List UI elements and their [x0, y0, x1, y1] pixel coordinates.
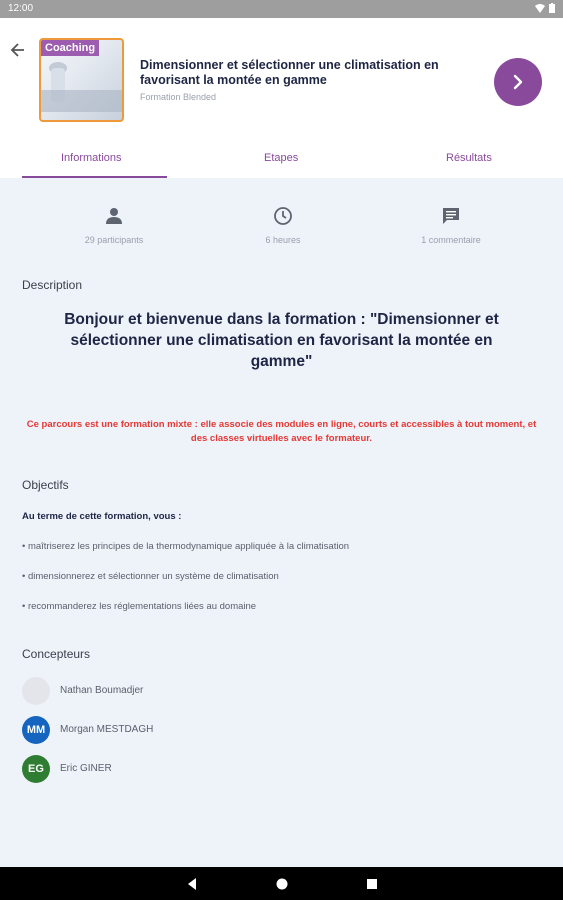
course-stats [0, 206, 563, 251]
next-button[interactable] [494, 58, 542, 106]
designer-item[interactable] [22, 677, 322, 705]
objective-item: • recommanderez les réglementations liées au domaine [22, 601, 257, 612]
system-nav-bar [0, 867, 563, 900]
active-tab-indicator [22, 176, 167, 178]
duration-value: 6 heures [265, 235, 301, 245]
thumbnail-sofa [41, 90, 122, 112]
nav-recents-icon[interactable] [365, 877, 379, 891]
course-subtitle: Formation Blended [140, 92, 217, 102]
status-time: 12:00 [8, 3, 34, 14]
chevron-right-icon [509, 73, 527, 91]
avatar [22, 677, 50, 705]
nav-back-icon[interactable] [185, 877, 199, 891]
stat-participants [44, 206, 184, 248]
designer-item[interactable] [22, 716, 322, 744]
designer-name: Eric GINER [60, 763, 112, 774]
tab-informations[interactable]: Informations [61, 152, 122, 164]
tab-resultats[interactable]: Résultats [446, 152, 492, 164]
comment-icon [441, 206, 461, 226]
status-bar [0, 0, 563, 18]
thumbnail-badge: Coaching [41, 40, 99, 56]
comments-count: 1 commentaire [421, 235, 481, 245]
stat-comments[interactable] [381, 206, 521, 248]
battery-icon [549, 3, 555, 13]
blended-notice: Ce parcours est une formation mixte : elle associe des modules en ligne, courts et accessibles à tout moment, et des classes virtuelles avec le formateur. [26, 419, 537, 444]
designer-name: Morgan MESTDAGH [60, 724, 154, 735]
arrow-left-icon[interactable] [8, 40, 28, 60]
tab-bar [0, 148, 563, 178]
objective-item: • maîtriserez les principes de la thermodynamique appliquée à la climatisation [22, 541, 350, 552]
status-icons [535, 3, 555, 13]
course-header [0, 18, 563, 178]
designers-heading: Concepteurs [22, 647, 91, 661]
avatar: MM [22, 716, 50, 744]
objectives-heading: Objectifs [22, 478, 69, 492]
designer-item[interactable] [22, 755, 322, 783]
objective-item: • dimensionnerez et sélectionner un système de climatisation [22, 571, 279, 582]
course-title: Dimensionner et sélectionner une climatisation en favorisant la montée en gamme [140, 58, 439, 87]
welcome-text: Bonjour et bienvenue dans la formation : "Dimensionner et sélectionner une climatisation en favorisant la montée en gamme" [64, 311, 499, 370]
avatar: EG [22, 755, 50, 783]
designer-name: Nathan Boumadjer [60, 685, 144, 696]
description-heading: Description [22, 278, 83, 292]
nav-home-icon[interactable] [275, 877, 289, 891]
course-thumbnail [39, 38, 124, 122]
stat-duration [213, 206, 353, 248]
participants-count: 29 participants [84, 235, 144, 245]
clock-icon [273, 206, 293, 226]
wifi-icon [535, 4, 545, 13]
objectives-intro: Au terme de cette formation, vous : [22, 511, 182, 522]
person-icon [104, 206, 124, 226]
tab-etapes[interactable]: Etapes [264, 152, 299, 164]
